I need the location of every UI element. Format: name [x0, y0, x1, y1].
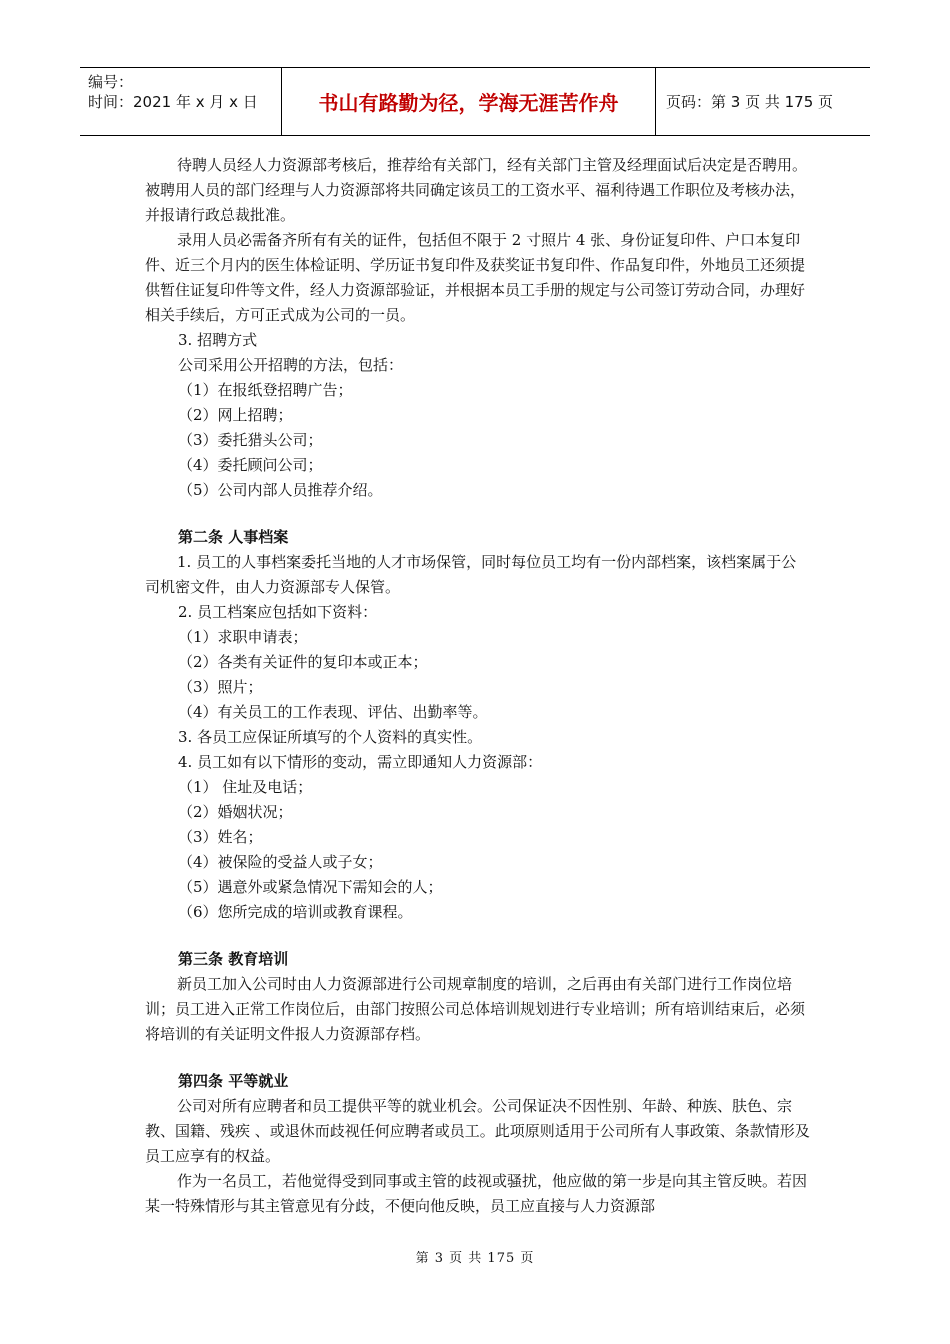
list-item: （2）婚姻状况；: [178, 803, 293, 821]
header-page-number: 页码：第 3 页 共 175 页: [666, 93, 834, 111]
list-item: （3）照片；: [178, 678, 263, 696]
spacer: [145, 925, 810, 947]
paragraph: 公司采用公开招聘的方法，包括：: [178, 356, 404, 374]
document-number-label: 编号：: [88, 73, 134, 91]
page-header: [80, 67, 870, 136]
spacer: [145, 503, 810, 525]
article-heading: 第三条 教育培训: [178, 950, 289, 968]
article-heading: 第二条 人事档案: [178, 528, 289, 546]
document-body: [145, 153, 810, 1219]
paragraph: 作为一名员工，若他觉得受到同事或主管的歧视或骚扰，他应做的第一步是向其主管反映。若因某一特殊情形与其主管意见有分歧，不便向他反映，员工应直接与人力资源部: [145, 1172, 808, 1215]
paragraph: 新员工加入公司时由人力资源部进行公司规章制度的培训，之后再由有关部门进行工作岗位培训；员工进入正常工作岗位后，由部门按照公司总体培训规划进行专业培训；所有培训结束后，必须将培训的有关证明文件报人力资源部存档。: [145, 975, 806, 1043]
list-item: （2）网上招聘；: [178, 406, 293, 424]
paragraph: 3. 各员工应保证所填写的个人资料的真实性。: [178, 728, 483, 746]
list-item: （5）遇意外或紧急情况下需知会的人；: [178, 878, 443, 896]
list-item: （3）姓名；: [178, 828, 263, 846]
list-item: （3）委托猎头公司；: [178, 431, 323, 449]
paragraph: 1. 员工的人事档案委托当地的人才市场保管，同时每位员工均有一份内部档案，该档案属于公司机密文件，由人力资源部专人保管。: [145, 553, 797, 596]
list-item: （4）有关员工的工作表现、评估、出勤率等。: [178, 703, 488, 721]
paragraph: 公司对所有应聘者和员工提供平等的就业机会。公司保证决不因性别、年龄、种族、肤色、宗教、国籍、残疾 、或退休而歧视任何应聘者或员工。此项原则适用于公司所有人事政策、条款情形及员工应享有的权益。: [145, 1097, 810, 1165]
list-item: （2）各类有关证件的复印本或正本；: [178, 653, 428, 671]
list-item: （1）求职申请表；: [178, 628, 308, 646]
document-date-label: 时间：2021 年 x 月 x 日: [88, 93, 258, 111]
list-item: （4）被保险的受益人或子女；: [178, 853, 383, 871]
list-item: （5）公司内部人员推荐介绍。: [178, 481, 383, 499]
paragraph: 2. 员工档案应包括如下资料：: [178, 603, 378, 621]
list-item: （4）委托顾问公司；: [178, 456, 323, 474]
paragraph: 录用人员必需备齐所有有关的证件，包括但不限于 2 寸照片 4 张、身份证复印件、户口本复印件、近三个月内的医生体检证明、学历证书复印件及获奖证书复印件、作品复印件，外地员工还须提供暂住证复印件等文件，经人力资源部验证，并根据本员工手册的规定与公司签订劳动合同，办理好相关手续后，方可正式成为公司的一员。: [145, 231, 806, 324]
paragraph: 待聘人员经人力资源部考核后，推荐给有关部门，经有关部门主管及经理面试后决定是否聘用。被聘用人员的部门经理与人力资源部将共同确定该员工的工资水平、福利待遇工作职位及考核办法，并报请行政总裁批准。: [145, 156, 808, 224]
article-heading: 第四条 平等就业: [178, 1072, 289, 1090]
list-item: （1）在报纸登招聘广告；: [178, 381, 353, 399]
list-item: （1） 住址及电话；: [178, 778, 313, 796]
page-footer: 第 3 页 共 175 页: [415, 1251, 535, 1266]
list-item: （6）您所完成的培训或教育课程。: [178, 903, 413, 921]
header-motto: 书山有路勤为径，学海无涯苦作舟: [282, 68, 656, 135]
spacer: [145, 1047, 810, 1069]
section-title-recruit: 3. 招聘方式: [178, 331, 258, 349]
header-meta: [80, 68, 282, 135]
paragraph: 4. 员工如有以下情形的变动，需立即通知人力资源部：: [178, 753, 543, 771]
